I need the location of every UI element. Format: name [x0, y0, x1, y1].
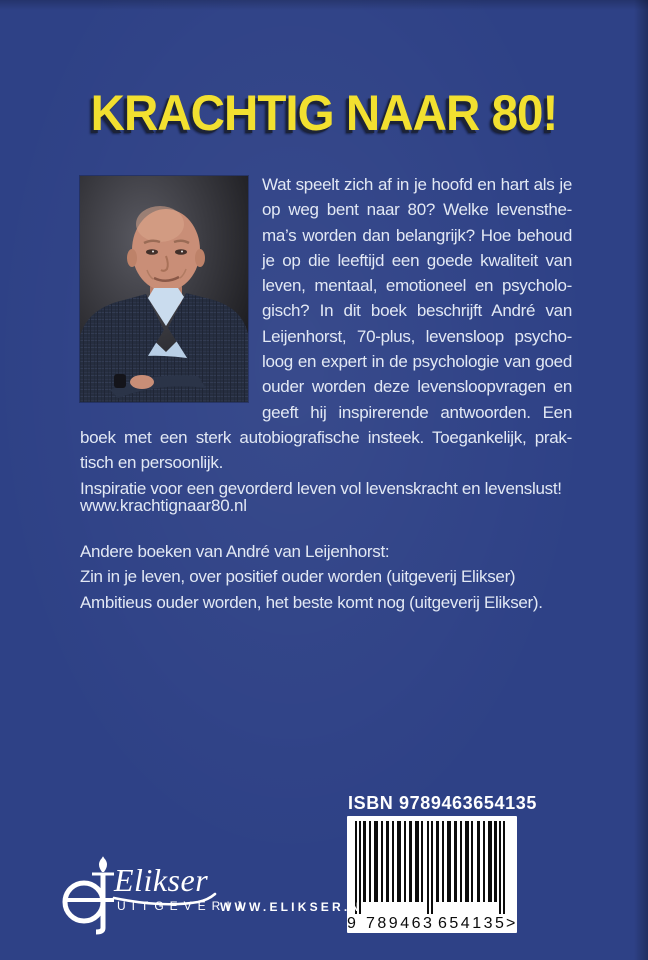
blurb-line: leven, mentaal, emotioneel en psycholo- [262, 276, 572, 296]
blurb-line: op weg bent naar 80? Welke levensthe- [262, 200, 572, 220]
blurb-line: Wat speelt zich af in je hoofd en hart als je [262, 175, 572, 194]
barcode-arrow: > [506, 915, 516, 932]
author-photo [80, 176, 248, 402]
blurb-line: ma’s worden dan belangrijk? Hoe behoud [262, 225, 572, 245]
publisher-tagline: UITGEVERIJ [117, 899, 248, 913]
barcode-digit-left: 9 [347, 915, 356, 932]
barcode-bars [347, 816, 517, 933]
isbn-label: ISBN 9789463654135 [348, 793, 537, 813]
barcode [347, 816, 517, 933]
blurb-line: boek met een sterk autobiografische insteek. Toegankelijk, prak- [80, 427, 572, 447]
book-website-text: www.krachtignaar80.nl [80, 496, 247, 515]
publisher-logo [60, 852, 373, 944]
blurb-line: ouder worden deze levensloopvragen en [262, 377, 572, 397]
blurb-line: gisch? In dit boek beschrijft André van [262, 301, 572, 321]
barcode-digit-group2: 654135 [438, 915, 507, 932]
book-item: Zin in je leven, over positief ouder worden (uitgeverij Elikser) [80, 567, 516, 587]
elikser-monogram-icon [62, 854, 116, 938]
book-item: Ambitieus ouder worden, het beste komt nog (uitgeverij Elikser). [80, 592, 543, 612]
author-photo-illustration [80, 176, 248, 402]
blurb-line: tisch en persoonlijk. [80, 453, 223, 473]
other-books-heading: Andere boeken van André van Leijenhorst: [80, 542, 390, 561]
barcode-digit-group1: 789463 [366, 915, 435, 932]
other-books [80, 540, 580, 616]
blurb [80, 172, 572, 501]
publisher-name: Elikser [114, 862, 209, 898]
book-title: KRACHTIG NAAR 80! [90, 85, 558, 141]
blurb-line: geeft hij inspirerende antwoorden. Een [262, 402, 572, 422]
blurb-line: loog en expert in de psychologie van goed [262, 352, 572, 372]
blurb-line: Leijenhorst, 70-plus, levensloop psycho- [262, 326, 572, 346]
publisher-website: WWW.ELIKSER.NL [220, 900, 373, 914]
blurb-line: je op die leeftijd een goede kwaliteit van [262, 250, 572, 270]
blurb-line: Inspiratie voor een gevorderd leven vol levenskracht en levenslust! [80, 478, 562, 498]
